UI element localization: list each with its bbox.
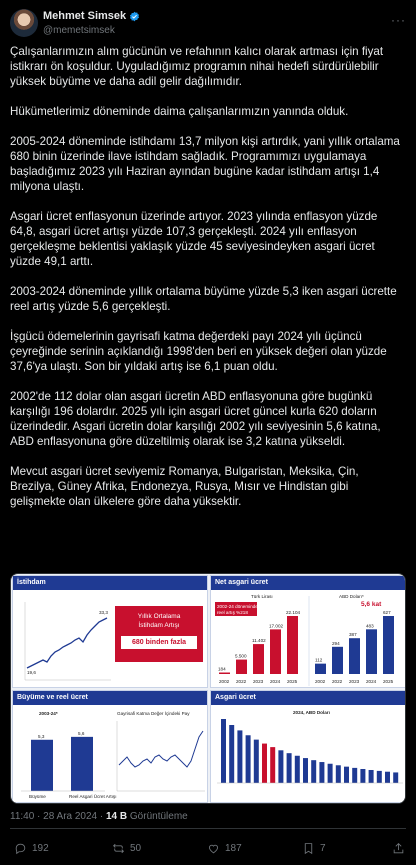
- country-bar: [287, 753, 292, 783]
- like-button[interactable]: [207, 842, 242, 855]
- callout-line2: İstihdam Artışı: [138, 622, 180, 629]
- country-bar: [221, 719, 226, 783]
- usd-bar-label: 627: [383, 610, 391, 615]
- growth-bar: [71, 737, 93, 791]
- tl-bar-label: 5.500: [235, 653, 247, 659]
- country-bar: [377, 771, 382, 783]
- avatar[interactable]: [10, 9, 38, 37]
- minimum-wage-comparison-panel[interactable]: [210, 690, 406, 803]
- reply-button[interactable]: [14, 842, 49, 855]
- timestamp[interactable]: 11:40 · 28 Ara 2024 ·: [10, 811, 104, 822]
- country-bar: [393, 772, 398, 783]
- usd-header: ABD Doları*: [339, 594, 364, 599]
- bookmark-button[interactable]: [302, 842, 326, 855]
- usd-bar: [315, 664, 326, 674]
- country-bar: [237, 730, 242, 783]
- country-bar: [270, 747, 275, 783]
- growth-charts: [13, 705, 208, 803]
- note-line1: 2002-24 döneminde: [217, 604, 258, 609]
- verified-badge-icon: [129, 11, 140, 22]
- views-count: 14 B: [106, 811, 128, 822]
- country-bar: [311, 760, 316, 783]
- growth-real-wage-panel[interactable]: [12, 690, 208, 803]
- tl-bar: [270, 629, 281, 674]
- panel-title: Net asgari ücret: [211, 576, 405, 590]
- tl-bar: [236, 660, 247, 674]
- share-button[interactable]: [392, 842, 405, 855]
- country-bar: [385, 772, 390, 783]
- note-line2: reel artış %218: [217, 610, 248, 615]
- tl-bar-label: 22.104: [286, 610, 301, 615]
- right-subtitle: Gayrisafi Katma Değer İçindeki Pay: [117, 711, 190, 716]
- tl-header: Türk Lirası: [251, 594, 273, 599]
- growth-bars: [29, 731, 117, 799]
- usd-bar-label: 112: [315, 657, 323, 663]
- country-bar: [246, 735, 251, 783]
- post-media[interactable]: [10, 573, 406, 804]
- country-bar: [254, 740, 259, 783]
- growth-bar: [31, 740, 53, 791]
- tl-bar: [219, 673, 230, 675]
- country-bar: [352, 768, 357, 783]
- country-bar: [262, 744, 267, 783]
- paragraph: İşgücü ödemelerinin gayrisafi katma değerdeki payı 2024 yılı üçüncü çeyreğinde serinin açıklandığı 1998'den beri en yüksek değeri olan yüzde 37,6'ya ulaştı. Son bir yıldaki artış ise 6,1 puan oldu.: [10, 330, 387, 373]
- usd-bar-year: 2002: [315, 679, 326, 684]
- country-bar: [369, 770, 374, 783]
- tl-bar-year: 2002: [219, 679, 230, 684]
- reply-icon: [14, 842, 27, 855]
- divider: [10, 828, 406, 829]
- paragraph: Çalışanlarımızın alım gücünün ve refahının kalıcı olarak artması için fiyat istikrarı ön koşuldur. Uyguladığımız programın nihai hedefi sürdürülebilir yüksek büyüme ve daha adil gelir dağılımıdır.: [10, 45, 384, 88]
- country-bar: [328, 764, 333, 783]
- country-bar: [344, 767, 349, 783]
- usd-multiple-label: 5,6 kat: [361, 601, 382, 608]
- growth-bar-label: Reel Asgari Ücret Artışı: [69, 794, 117, 799]
- labor-share-line: [119, 731, 203, 767]
- usd-bar-year: 2025: [383, 679, 394, 684]
- growth-bar-value: 5,6: [78, 730, 85, 736]
- growth-bar-label: Büyüme: [29, 794, 46, 799]
- tl-bar: [253, 644, 264, 674]
- usd-bars: [315, 610, 394, 684]
- author-name[interactable]: Mehmet Simsek: [43, 10, 127, 22]
- country-bar: [303, 758, 308, 783]
- country-bar: [336, 765, 341, 783]
- panel-title: Asgari ücret: [211, 691, 405, 705]
- callout-value: 680 binden fazla: [121, 636, 197, 649]
- bookmark-icon: [302, 842, 315, 855]
- usd-bar-label: 483: [366, 623, 374, 629]
- bookmark-count: 7: [320, 842, 326, 854]
- post-text: [10, 44, 406, 524]
- start-value-label: 19,6: [27, 670, 36, 675]
- country-bar-chart: [211, 705, 406, 803]
- author-handle[interactable]: @memetsimsek: [43, 25, 115, 36]
- tl-bar: [287, 616, 298, 674]
- usd-bar: [366, 629, 377, 674]
- callout-box: [115, 606, 203, 662]
- post-header: [10, 9, 406, 39]
- country-bar: [229, 725, 234, 783]
- heart-icon: [207, 842, 220, 855]
- action-bar: [10, 838, 406, 858]
- author-row: [43, 10, 140, 22]
- tl-bar-label: 184: [218, 666, 226, 672]
- repost-button[interactable]: [112, 842, 141, 855]
- paragraph: 2003-2024 döneminde yıllık ortalama büyüme yüzde 5,3 iken asgari ücrette reel artış yüzde 5,6 gerçekleşti.: [10, 285, 397, 313]
- tl-bar-year: 2025: [287, 679, 298, 684]
- repost-count: 50: [130, 842, 142, 854]
- paragraph: Hükümetlerimiz döneminde daima çalışanlarımızın yanında olduk.: [10, 105, 349, 118]
- paragraph: Asgari ücret enflasyonun üzerinde artıyor. 2023 yılında enflasyon yüzde 64,8, asgari ücret artışı yüzde 107,3 gerçekleşti. 2024 yılı enflasyon gerçekleşme beklentisi yaklaşık yüzde 45 seviyesindeyken asgari ücret yüzde 49,1 arttı.: [10, 210, 378, 268]
- country-bar: [360, 769, 365, 783]
- usd-bar-year: 2023: [349, 679, 360, 684]
- tl-bar-year: 2023: [253, 679, 264, 684]
- tl-bar-label: 17.002: [269, 623, 284, 629]
- employment-series-line: [27, 618, 107, 668]
- left-subtitle: 2003-24*: [39, 711, 58, 716]
- tl-bars: [218, 610, 300, 684]
- paragraph: 2005-2024 döneminde istihdamı 13,7 milyon kişi artırdık, yani yıllık ortalama 680 binin üzerinde ilave istihdam sağladık. Programımızı uygulamaya başladığımız 2023 yılı Haziran ayından bugüne kadar istihdam artışı 1,4 milyona ulaştı.: [10, 135, 400, 193]
- usd-bar-year: 2022: [332, 679, 343, 684]
- country-bar: [278, 750, 283, 783]
- net-minimum-wage-panel[interactable]: [210, 575, 406, 688]
- views-label: Görüntüleme: [129, 811, 188, 822]
- panel-title: İstihdam: [13, 576, 207, 590]
- post-meta: [10, 811, 188, 822]
- usd-bar-year: 2024: [366, 679, 377, 684]
- paragraph: Mevcut asgari ücret seviyemiz Romanya, Bulgaristan, Meksika, Çin, Brezilya, Güney Afrika, Endonezya, Rusya, Mısır ve Hindistan gibi gelişmekte olan ülkelere göre daha yüksektir.: [10, 465, 359, 508]
- country-bar: [319, 762, 324, 783]
- growth-bar-value: 5,3: [38, 733, 45, 739]
- tl-bar-year: 2022: [236, 679, 247, 684]
- panel-title: Büyüme ve reel ücret: [13, 691, 207, 705]
- chart-title: 2024, ABD Doları: [293, 710, 330, 715]
- usd-bar-label: 294: [332, 640, 340, 646]
- usd-bar: [383, 616, 394, 674]
- more-options-icon[interactable]: ···: [391, 13, 406, 27]
- repost-icon: [112, 842, 125, 855]
- tl-bar-label: 11.402: [252, 638, 266, 644]
- callout-line1: Yıllık Ortalama: [137, 613, 181, 620]
- usd-bar: [332, 647, 343, 674]
- like-count: 187: [225, 842, 242, 854]
- reply-count: 192: [32, 842, 49, 854]
- country-bar: [295, 756, 300, 783]
- usd-bar-label: 387: [349, 632, 357, 638]
- share-icon: [392, 842, 405, 855]
- employment-chart-panel[interactable]: [12, 575, 208, 688]
- usd-bar: [349, 638, 360, 674]
- country-bars: [221, 719, 398, 783]
- paragraph: 2002'de 112 dolar olan asgari ücretin ABD enflasyonuna göre bugünkü karşılığı 196 dolardır. 2025 yılı için asgari ücret güncel kurla 620 doların üzerindedir. Asgari ücretin dolar karşılığı 2002 yılı seviyesinin 5,6 katına, ABD enflasyonuna göre düzeltilmiş olarak ise 3,2 katına yükseldi.: [10, 390, 381, 448]
- tl-bar-year: 2024: [270, 679, 281, 684]
- end-value-label: 33,3: [99, 610, 108, 615]
- minimum-wage-bar-charts: [211, 590, 406, 688]
